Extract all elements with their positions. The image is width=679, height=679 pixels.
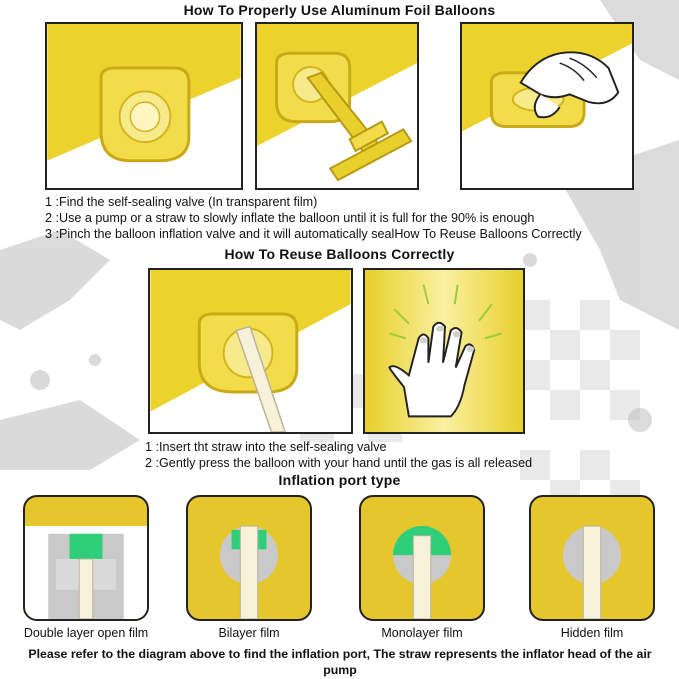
straw-in-valve-illustration xyxy=(150,270,351,432)
port-hidden-film xyxy=(529,495,655,621)
reuse-step-2: 2 :Gently press the balloon with your hand until the gas is all released xyxy=(145,456,533,470)
reuse-step-1: 1 :Insert tht straw into the self-sealing valve xyxy=(145,440,387,454)
panel-insert-straw xyxy=(148,268,353,434)
hand-press-illustration xyxy=(365,270,523,432)
pump-inflating-illustration xyxy=(257,24,417,188)
panel-pinch-valve xyxy=(460,22,634,190)
heading-how-to-reuse: How To Reuse Balloons Correctly xyxy=(224,246,455,262)
panel-inflate xyxy=(255,22,419,190)
reuse-steps-list xyxy=(145,439,532,471)
use-step-2: 2 :Use a pump or a straw to slowly inflate the balloon until it is full for the 90% is enough xyxy=(45,211,535,225)
port-label-bilayer-film: Bilayer film xyxy=(218,626,280,640)
heading-how-to-use: How To Properly Use Aluminum Foil Balloons xyxy=(183,2,496,18)
heading-inflation-port-type: Inflation port type xyxy=(278,472,401,488)
use-steps-list xyxy=(45,194,582,242)
panel-press-balloon xyxy=(363,268,525,434)
panel-find-valve xyxy=(45,22,243,190)
port-label-hidden-film: Hidden film xyxy=(560,626,624,640)
port-label-double-layer-open-film: Double layer open film xyxy=(23,626,149,640)
port-double-layer-open-film xyxy=(23,495,149,621)
port-monolayer-film xyxy=(359,495,485,621)
port-label-monolayer-film: Monolayer film xyxy=(381,626,463,640)
port-bilayer-film xyxy=(186,495,312,621)
use-step-3: 3 :Pinch the balloon inflation valve and it will automatically sealHow To Reuse Balloons Correctly xyxy=(45,227,582,241)
hand-pinch-illustration xyxy=(462,24,632,188)
valve-closeup-illustration xyxy=(47,24,241,188)
footer-note: Please refer to the diagram above to find the inflation port, The straw represents the inflator head of the air pump xyxy=(28,647,652,677)
use-step-1: 1 :Find the self-sealing valve (In transparent film) xyxy=(45,195,318,209)
